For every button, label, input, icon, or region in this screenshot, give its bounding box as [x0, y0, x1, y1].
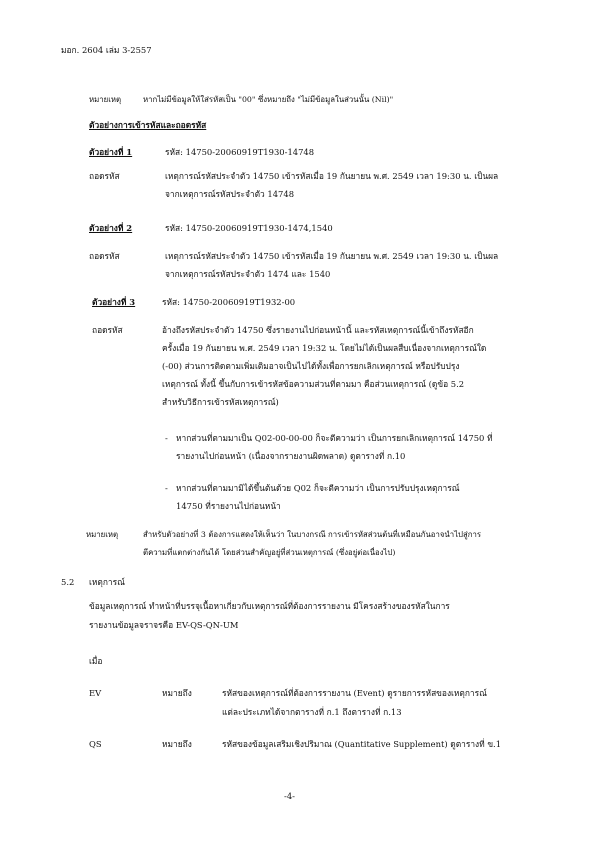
bullet-marker: - — [165, 433, 168, 443]
example-3-decode-line: อ้างถึงรหัสประจำตัว 14750 ซึ่งรายงานไปก่อนหน้านี้ และรหัสเหตุการณ์นี้เข้าถึงรหัสอีก — [162, 325, 474, 335]
note-2-label: หมายเหตุ — [86, 530, 119, 539]
example-3-code: รหัส: 14750-20060919T1932-00 — [162, 297, 296, 307]
example-1-code: รหัส: 14750-20060919T1930-14748 — [165, 147, 315, 157]
section-paragraph-line: รายงานข้อมูลจราจรคือ EV-QS-QN-UM — [89, 620, 239, 630]
note-2-line: สำหรับตัวอย่างที่ 3 ต้องการแสดงให้เห็นว่า ในบางกรณี การเข้ารหัสส่วนต้นที่เหมือนกันอาจนำไปสู่การ — [143, 530, 482, 539]
example-2-code: รหัส: 14750-20060919T1930-1474,1540 — [165, 223, 333, 233]
bullet-marker: - — [165, 483, 168, 493]
definition-term: QS — [89, 739, 102, 749]
bullet-line: รายงานไปก่อนหน้า (เนื่องจากรายงานผิดพลาด) ดูตารางที่ ก.10 — [176, 451, 406, 461]
section-paragraph-line: ข้อมูลเหตุการณ์ ทำหน้าที่บรรจุเนื้อหาเกี่ยวกับเหตุการณ์ที่ต้องการรายงาน มีโครงสร้างของรหัสในการ — [89, 601, 450, 611]
example-2-decode-line: จากเหตุการณ์รหัสประจำตัว 1474 และ 1540 — [165, 269, 331, 279]
example-3-decode-line: เหตุการณ์ ทั้งนี้ ขึ้นกับการเข้ารหัสข้อความส่วนที่ตามมา คือส่วนเหตุการณ์ (ดูข้อ 5.2 — [162, 379, 465, 389]
example-3-decode-label: ถอดรหัส — [92, 325, 123, 335]
section-heading: ตัวอย่างการเข้ารหัสและถอดรหัส — [89, 120, 207, 130]
definition-means: หมายถึง — [162, 739, 192, 749]
definition-line: รหัสของข้อมูลเสริมเชิงปริมาณ (Quantitative Supplement) ดูตารางที่ ข.1 — [222, 739, 502, 749]
note-text: หากไม่มีข้อมูลให้ใส่รหัสเป็น "00" ซึ่งหมายถึง "ไม่มีข้อมูลในส่วนนั้น (Nil)" — [143, 95, 394, 104]
definition-line: รหัสของเหตุการณ์ที่ต้องการรายงาน (Event) ดูรายการรหัสของเหตุการณ์ — [222, 688, 487, 698]
bullet-line: หากส่วนที่ตามมาเป็น Q02-00-00-00 ก็จะตีความว่า เป็นการยกเลิกเหตุการณ์ 14750 ที่ — [176, 433, 493, 443]
bullet-line: 14750 ที่รายงานไปก่อนหน้า — [176, 501, 281, 511]
note-2-line: ตีความที่แตกต่างกันได้ โดยส่วนสำคัญอยู่ที่ส่วนเหตุการณ์ (ซึ่งอยู่ต่อเนื่องไป) — [143, 548, 396, 557]
example-1-label: ตัวอย่างที่ 1 — [89, 147, 133, 157]
definition-line: แต่ละประเภทได้จากตารางที่ ก.1 ถึงตารางที่ ก.13 — [222, 707, 402, 717]
standard-reference: มอก. 2604 เล่ม 3-2557 — [61, 45, 152, 55]
example-1-decode-label: ถอดรหัส — [89, 171, 120, 181]
example-1-decode-line: จากเหตุการณ์รหัสประจำตัว 14748 — [165, 189, 295, 199]
example-2-decode-label: ถอดรหัส — [89, 251, 120, 261]
definition-term: EV — [89, 688, 102, 698]
where-label: เมื่อ — [89, 656, 103, 666]
section-title: เหตุการณ์ — [89, 577, 125, 587]
example-1-decode-line: เหตุการณ์รหัสประจำตัว 14750 เข้ารหัสเมื่อ 19 กันยายน พ.ศ. 2549 เวลา 19:30 น. เป็นผล — [165, 171, 499, 181]
example-3-decode-line: สำหรับวิธีการเข้ารหัสเหตุการณ์) — [162, 397, 279, 407]
example-2-decode-line: เหตุการณ์รหัสประจำตัว 14750 เข้ารหัสเมื่อ 19 กันยายน พ.ศ. 2549 เวลา 19:30 น. เป็นผล — [165, 251, 499, 261]
bullet-line: หากส่วนที่ตามมามิได้ขึ้นต้นด้วย Q02 ก็จะตีความว่า เป็นการปรับปรุงเหตุการณ์ — [176, 483, 460, 493]
section-number: 5.2 — [61, 577, 75, 587]
example-3-decode-line: (-00) ส่วนการติดตามเพิ่มเติมอาจเป็นไปได้ทั้งเพื่อการยกเลิกเหตุการณ์ หรือปรับปรุง — [162, 361, 460, 371]
example-2-label: ตัวอย่างที่ 2 — [89, 223, 133, 233]
page-number: -4- — [284, 791, 295, 801]
definition-means: หมายถึง — [162, 688, 192, 698]
note-label: หมายเหตุ — [89, 95, 122, 104]
example-3-label: ตัวอย่างที่ 3 — [92, 297, 136, 307]
example-3-decode-line: ครั้งเมื่อ 19 กันยายน พ.ศ. 2549 เวลา 19:32 น. โดยไม่ได้เป็นผลสืบเนื่องจากเหตุการณ์ใด — [162, 343, 487, 353]
